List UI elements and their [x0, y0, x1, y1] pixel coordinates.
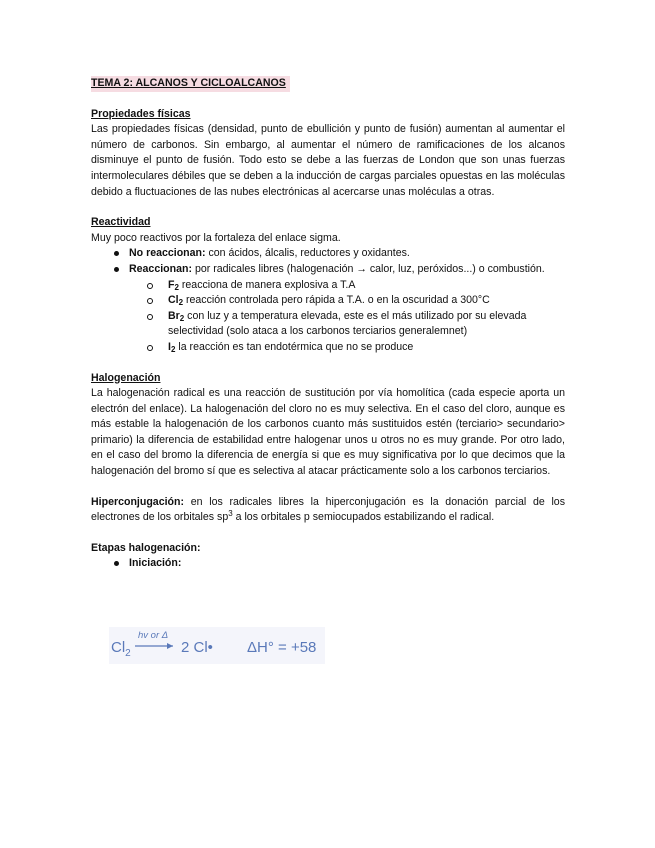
reaccionan-text: por radicales libres (halogenación → calor, luz, peróxidos...) o combustión. — [192, 262, 545, 275]
reaction-arrow-head-icon — [167, 643, 173, 649]
halogen-text: reacción controlada pero rápida a T.A. o en la oscuridad a 300°C — [183, 294, 490, 307]
initiation-equation-image — [109, 627, 325, 664]
section-halogenacion — [91, 371, 565, 480]
condition-text: hv or Δ — [138, 630, 169, 641]
list-item-cl2 — [129, 293, 565, 309]
list-item-iniciacion — [91, 556, 565, 572]
halogen-symbol: $F_2$ — [168, 278, 179, 292]
reactividad-list — [91, 246, 565, 355]
no-reaccionan-label: No reaccionan: — [129, 247, 206, 260]
reactant-text: $Cl_2$ — [111, 639, 131, 659]
halogen-text: la reacción es tan endotérmica que no se produce — [175, 340, 414, 353]
heading-halogenacion: Halogenación — [91, 371, 161, 384]
iniciacion-label: Iniciación: — [129, 557, 182, 570]
paragraph-hiperconjugacion: Hiperconjugación: en los radicales libres la hiperconjugación es la donación parcial de los electrones de los orbitales $sp^3$ a los orbitales p semiocupados estabilizando el radical. — [91, 495, 565, 524]
list-item-br2 — [129, 309, 565, 340]
heading-propiedades: Propiedades físicas — [91, 107, 191, 120]
document-title: TEMA 2: ALCANOS Y CICLOALCANOS — [91, 76, 290, 92]
heading-reactividad: Reactividad — [91, 216, 151, 229]
halogen-symbol: $Cl_2$ — [168, 294, 184, 308]
halogen-text: reacciona de manera explosiva a T.A — [178, 278, 356, 291]
halogen-symbol: $I_2$ — [168, 340, 176, 354]
paragraph-propiedades: Las propiedades físicas (densidad, punto de ebullición y punto de fusión) aumentan al aumentar el número de carbonos. Sin embargo, al aumentar el número de ramificaciones de los alcanos disminuye el punto de fusión. Todo esto se debe a las fuerzas de London que son unas fuerzas intermoleculares débiles que se deben a la inducción de cargas parciales opuestas en las moléculas debido a fluctuaciones de las nubes electrónicas al acercarse unas moléculas a otras. — [91, 123, 565, 198]
halogen-text: con luz y a temperatura elevada, este es el más utilizado por su elevada selectividad (solo ataca a los carbonos terciarios generalemnet) — [168, 309, 527, 338]
etapas-list — [91, 556, 565, 572]
section-etapas — [91, 541, 565, 572]
heading-etapas: Etapas halogenación: — [91, 541, 201, 554]
list-item-i2 — [129, 340, 565, 356]
list-item-f2 — [129, 278, 565, 294]
paragraph-halogenacion: La halogenación radical es una reacción de sustitución por vía homolítica (cada especie aporta un electrón del enlace). La halogenación del cloro no es muy selectiva. En el caso del cloro, aunque es más estable la halogenación de los carbonos cuanto más sustituidos estén (terciario> secundario> primario) la diferencia de estabilidad entre halogenar unos u otros no es muy grande. Por otro lado, en el caso del bromo la diferencia de energía si que es muy significativa por lo que decimos que la halogenación del bromo sí que es selectiva al atacar prácticamente solo a los carbonos terciarios. — [91, 387, 565, 478]
document-page — [91, 76, 565, 572]
section-hiperconjugacion — [91, 495, 565, 526]
section-reactividad — [91, 215, 565, 355]
no-reaccionan-text: con ácidos, álcalis, reductores y oxidantes. — [205, 247, 410, 260]
reactividad-intro: Muy poco reactivos por la fortaleza del enlace sigma. — [91, 231, 341, 244]
hiperconjugacion-label: Hiperconjugación: — [91, 495, 184, 508]
product-text: 2 Cl• — [181, 639, 213, 656]
reaccionan-label: Reaccionan: — [129, 262, 192, 275]
list-item-no-reaccionan — [91, 246, 565, 262]
section-propiedades — [91, 107, 565, 201]
equation-svg — [109, 627, 325, 664]
halogen-symbol: $Br_2$ — [168, 309, 185, 323]
list-item-reaccionan — [91, 262, 565, 356]
enthalpy-text: ΔH° = +58 — [247, 639, 317, 656]
halogen-list — [129, 278, 565, 356]
